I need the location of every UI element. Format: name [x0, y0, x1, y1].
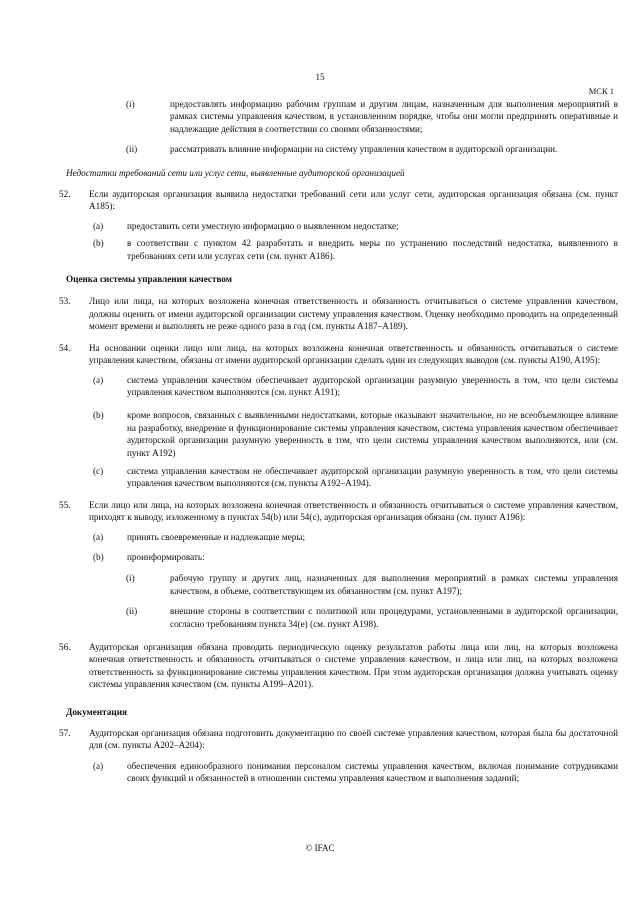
paragraph-text: рассматривать влияние информации на систему управления качеством в аудиторской организации. — [170, 144, 558, 155]
paragraph-number: 52. — [59, 189, 71, 200]
list-item — [66, 409, 618, 459]
paragraph-number: 53. — [59, 296, 71, 307]
paragraph-number: 54. — [59, 342, 71, 353]
list-item-label: (b) — [93, 238, 104, 249]
paragraph-text: На основании оценки лицо или лица, на которых возложена конечная ответственность и обязанность отчитываться о системе управления качеством, обязаны от имени аудиторской организации сделать один из следующих выводов (см. пункты A190, A195): — [89, 342, 618, 366]
numbered-paragraph — [59, 295, 618, 332]
paragraph-text: предоставить сети уместную информацию о выявленном недостатке; — [127, 220, 399, 231]
list-item — [66, 605, 618, 630]
paragraph-text: Аудиторская организация обязана проводить периодическую оценку результатов работы лица или лиц, на которых возложена конечная ответственность и обязанность отчитываться о системе управления качеством, и лица или лиц, на которых возложена ответственность за функционирование системы управления качеством. При этом аудиторская организация должна учитывать оценку системы управления качеством (см. пункты A199–A201). — [89, 642, 618, 690]
paragraph-text: в соответствии с пунктом 42 разработать и внедрить меры по устранению последствий недостатка, выявленного в требованиях сети или услугах сети (см. пункт A186). — [127, 238, 618, 261]
paragraph-text: предоставлять информацию рабочим группам и другим лицам, назначенным для выполнения мероприятий в рамках системы управления качеством, в установленном порядке, чтобы они могли предпринять оперативные и надлежащие действия в соответствии со своими обязанностями; — [170, 99, 618, 134]
numbered-paragraph — [59, 641, 618, 691]
list-item — [66, 220, 618, 232]
list-item — [66, 237, 618, 262]
section-heading: Оценка системы управления качеством — [66, 274, 233, 285]
paragraph-text: обеспечения единообразного понимания персоналом системы управления качеством, включая понимание сотрудниками своих функций и обязанностей в отношении системы управления качеством и выполнения заданий; — [127, 760, 618, 784]
section-heading: Недостатки требований сети или услуг сети, выявленные аудиторской организацией — [66, 167, 405, 178]
list-item — [66, 98, 618, 135]
paragraph-text: Если аудиторская организация выявила недостатки требований сети или услуг сети, аудиторская организация обязана (см. пункт A185): — [89, 189, 618, 212]
paragraph-text: внешние стороны в соответствии с политикой или процедурами, установленными в аудиторской организации, согласно требованиям пункта 34(e) (см. пункт A198). — [170, 606, 618, 629]
list-item — [66, 572, 618, 597]
list-item — [66, 760, 618, 785]
numbered-paragraph — [59, 342, 618, 367]
list-item — [66, 465, 618, 490]
list-item-label: (c) — [93, 465, 104, 476]
paragraph-text: проинформировать: — [127, 551, 205, 562]
list-item — [66, 531, 618, 543]
paragraph-text: Лицо или лица, на которых возложена конечная ответственность и обязанность отчитываться о системе управления качеством, должны оценить от имени аудиторской организации систему управления качеством. Оценку необходимо проводить на определенный момент времени и выполнять не реже одного раза в год (см. пункты A187–A189). — [89, 296, 618, 332]
paragraph-number: 56. — [59, 642, 71, 652]
list-item-label: (i) — [126, 99, 135, 109]
footer-copyright: © IFAC — [305, 843, 335, 853]
numbered-paragraph — [59, 188, 618, 213]
list-item-label: (a) — [93, 374, 104, 385]
paragraph-text: Если лицо или лица, на которых возложена конечная ответственность и обязанность отчитываться о системе управления качеством, приходят к выводу, изложенному в пунктах 54(b) или 54(c), аудиторская организация обязана (см. пункт A196): — [89, 499, 618, 523]
paragraph-text: система управления качеством не обеспечивает аудиторской организации разумную уверенность в том, что цели системы управления качеством выполняются (см. пункты A192–A194). — [127, 465, 618, 489]
list-item-label: (a) — [93, 760, 104, 771]
list-item-label: (ii) — [126, 606, 138, 617]
list-item-label: (a) — [93, 531, 104, 542]
paragraph-text: система управления качеством обеспечивает аудиторской организации разумную уверенность в том, что цели системы управления качеством выполняются (см. пункт A191); — [127, 374, 618, 397]
paragraph-text: рабочую группу и других лиц, назначенных для выполнения мероприятий в рамках системы управления качеством, в объеме, соответствующем их обязанностям (см. пункт A197); — [170, 573, 618, 596]
list-item-label: (a) — [93, 220, 104, 231]
paragraph-number: 55. — [59, 499, 71, 510]
numbered-paragraph — [59, 727, 618, 752]
page-number: 15 — [315, 72, 325, 82]
list-item — [66, 551, 618, 563]
list-item-label: (i) — [126, 573, 135, 584]
list-item-label: (b) — [93, 551, 104, 562]
document-body — [59, 98, 618, 785]
list-item-label: (b) — [93, 410, 104, 421]
section-heading: Документация — [66, 706, 127, 717]
paragraph-number: 57. — [59, 728, 71, 739]
list-item — [66, 374, 618, 399]
paragraph-text: принять своевременные и надлежащие меры; — [127, 531, 306, 542]
list-item-label: (ii) — [126, 144, 138, 155]
paragraph-text: кроме вопросов, связанных с выявленными недостатками, которые оказывают значительное, но не всеобъемлющее влияние на разработку, внедрение и функционирование системы управления качеством, система управления качеством обеспечивает аудиторской организации разумную уверенность в том, что цели системы управления качеством выполняются, или (см. пункт A192) — [127, 410, 618, 458]
numbered-paragraph — [59, 499, 618, 524]
paragraph-text: Аудиторская организация обязана подготовить документацию по своей системе управления качеством, которая была бы достаточной для (см. пункты A202–A204): — [89, 728, 618, 751]
document-code: МСК 1 — [588, 86, 614, 96]
list-item — [66, 143, 618, 155]
